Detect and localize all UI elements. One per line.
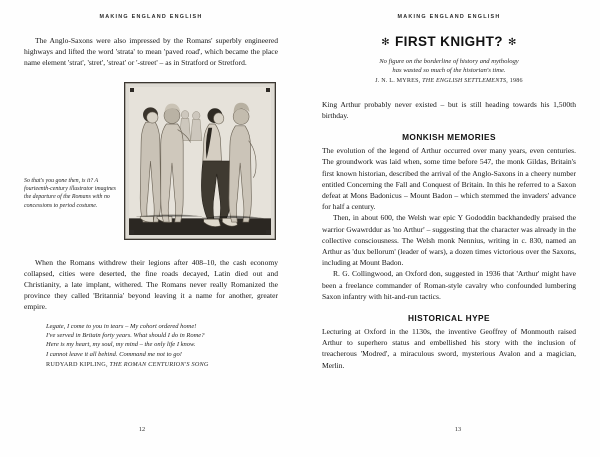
verse-line-1: Legate, I come to you in tears – My cohort ordered home! [46, 322, 197, 330]
verse-author: RUDYARD KIPLING, [46, 361, 108, 369]
figure-caption: So that's you gone then, is it? A fourteenth-century illustrator imagines the departure of the Romans with no concessions to period costume. [24, 177, 116, 209]
verse-line-4: I cannot leave it all behind. Command me not to go! [46, 350, 182, 358]
verse-line-3: Here is my heart, my soul, my mind – the only life I know. [46, 341, 196, 349]
epigraph-work: THE ENGLISH SETTLEMENTS, [422, 78, 509, 85]
epigraph-author: J. N. L. MYRES, [375, 78, 421, 85]
folio-right: 13 [454, 426, 462, 433]
section-heading-monkish-memories: MONKISH MEMORIES [402, 132, 496, 143]
epigraph-attribution [322, 77, 576, 86]
verse-quotation [46, 322, 278, 370]
paragraph-anglo-saxons-roads: The Anglo-Saxons were also impressed by the Romans' superbly engineered highways and lifted the word 'strata' to mean 'paved road', which became the place name element 'strat', 'stret', 'streat' or '-street' – as in Stratford or Stretford. [24, 36, 278, 68]
chapter-title-text: FIRST KNIGHT? [395, 34, 503, 49]
illustration-frame [124, 82, 276, 240]
floral-star-ornament-right-icon: ✻ [507, 36, 517, 48]
verse-work: THE ROMAN CENTURION'S SONG [109, 361, 209, 369]
folio-left: 12 [138, 426, 146, 433]
chapter-title [322, 34, 576, 49]
epigraph-line-1: No figure on the borderline of history and mythology [379, 58, 519, 65]
paragraph-gildas: The evolution of the legend of Arthur occurred over many years, even centuries. The groundwork was laid when, some time before 547, the monk Gildas, Britain's first known historian, described the arrival of the Anglo-Saxons in a cheery number entitled Concerning the Fall and Conquest of Britain. In this he referred to a Saxon defeat at Mons Badonicus – Mount Badon – which stemmed the invaders' advance for half a century. [322, 146, 576, 212]
right-page [300, 0, 600, 457]
manuscript-illustration [129, 87, 271, 235]
verse-attribution [46, 360, 278, 369]
running-head-right: MAKING ENGLAND ENGLISH [397, 14, 501, 20]
paragraph-collingwood: R. G. Collingwood, an Oxford don, suggested in 1936 that 'Arthur' might have been a freelance commander of Roman-style cavalry who confounded lumbering Saxon infantry with hit-and-run tactics. [322, 269, 576, 301]
verse-line-2: I've served in Britain forty years. What should I do in Rome? [46, 332, 205, 340]
chapter-epigraph [322, 57, 576, 87]
frame-corner-tl [130, 88, 134, 92]
paragraph-gododdin-nennius: Then, in about 600, the Welsh war epic Y Gododdin backhandedly praised the warrior Gwawrddur as 'no Arthur' – suggesting that the character was already in the collective consciousness. The Welsh monk Nennius, writing in c. 830, named an Arthur as 'dux bellorum' (leader of wars), a dozen times victorious over the Saxons, including at Mount Badon. [322, 213, 576, 268]
paragraph-romans-withdraw: When the Romans withdrew their legions after 408–10, the cash economy collapsed, cities were deserted, the fine roads decayed, Latin died out and Christianity, a late implant, withered. The Romans never really Romanized the province they called 'Britannia' beyond leaving it a name for another, greater empire. [24, 257, 278, 312]
frame-corner-tr [266, 88, 270, 92]
paragraph-king-arthur-intro: King Arthur probably never existed – but is still heading towards his 1,500th birthday. [322, 99, 576, 120]
paragraph-geoffrey-of-monmouth: Lecturing at Oxford in the 1130s, the inventive Geoffrey of Monmouth raised Arthur to superhero status and embellished his story with the inclusion of treacherous 'Modred', a miraculous sword, mysterious Avalon and a magician, Merlin. [322, 326, 576, 370]
running-head-left: MAKING ENGLAND ENGLISH [99, 14, 203, 20]
section-heading-historical-hype: HISTORICAL HYPE [407, 312, 491, 323]
floral-star-ornament-left-icon: ✻ [381, 36, 391, 48]
frame-corner-bl [130, 230, 134, 234]
figure-block [24, 82, 278, 257]
epigraph-line-2: has wasted so much of the historian's time. [392, 67, 506, 75]
frame-corner-br [266, 230, 270, 234]
epigraph-year: 1986 [509, 78, 523, 85]
